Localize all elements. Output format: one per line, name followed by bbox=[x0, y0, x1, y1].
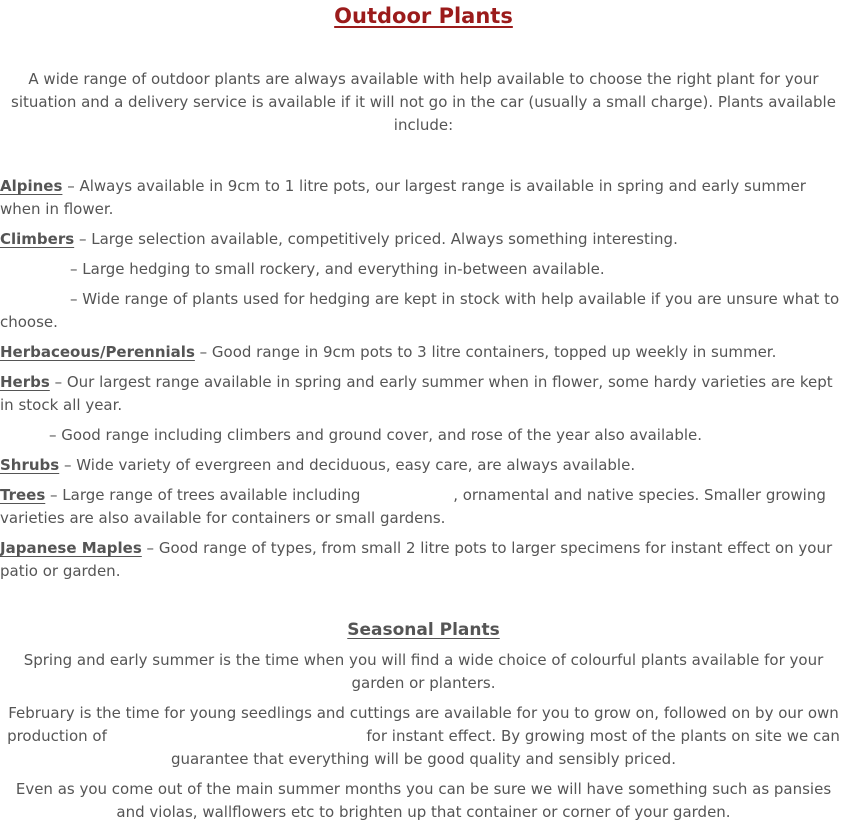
intro-paragraph: A wide range of outdoor plants are always available with help available to choose the right plant for your situation and a delivery service is available if it will not go in the car (usually a small charge). Plants available include: bbox=[11, 70, 836, 134]
shrubs-link[interactable]: Shrubs bbox=[0, 456, 60, 474]
climbers-link[interactable]: Climbers bbox=[0, 230, 75, 248]
list-item-herbaceous: Herbaceous/Perennials – Good range in 9cm pots to 3 litre containers, topped up weekly in summer. bbox=[0, 343, 777, 361]
seasonal-heading: Seasonal Plants bbox=[347, 620, 500, 640]
seasonal-paragraph-1: Spring and early summer is the time when you will find a wide choice of colourful plants available for your garden or planters. bbox=[23, 651, 824, 692]
plant-list bbox=[0, 175, 847, 583]
herbs-link[interactable]: Herbs bbox=[0, 373, 50, 391]
list-item-shrubs: Shrubs – Wide variety of evergreen and deciduous, easy care, are always available. bbox=[0, 456, 636, 474]
list-item-japanese-maples: Japanese Maples – Good range of types, from small 2 litre pots to larger specimens for instant effect on your patio or garden. bbox=[0, 539, 833, 580]
list-item-hedging: – Wide range of plants used for hedging are kept in stock with help available if you are unsure what to choose. bbox=[0, 290, 840, 331]
seasonal-paragraph-3: Even as you come out of the main summer months you can be sure we will have something such as pansies and violas, wallflowers etc to brighten up that container or corner of your garden. bbox=[15, 780, 832, 821]
alpines-link[interactable]: Alpines bbox=[0, 177, 63, 195]
japanese-maples-link[interactable]: Japanese Maples bbox=[0, 539, 142, 557]
page-title: Outdoor Plants bbox=[334, 4, 513, 28]
seasonal-paragraph-2: February is the time for young seedlings and cuttings are available for you to grow on, followed on by our own production of for instant effect. By growing most of the plants on site we can guarantee that everything will be good quality and sensibly priced. bbox=[7, 704, 840, 768]
list-item-roses: – Good range including climbers and ground cover, and rose of the year also available. bbox=[49, 426, 703, 444]
trees-link[interactable]: Trees bbox=[0, 486, 46, 504]
list-item-alpines: Alpines – Always available in 9cm to 1 litre pots, our largest range is available in spring and early summer when in flower. bbox=[0, 177, 806, 218]
list-item-trees: Trees – Large range of trees available including , ornamental and native species. Smaller growing varieties are also available for containers or small gardens. bbox=[0, 486, 826, 527]
list-item-climbers: Climbers – Large selection available, competitively priced. Always something interesting. bbox=[0, 230, 678, 248]
herbaceous-perennials-link[interactable]: Herbaceous/Perennials bbox=[0, 343, 195, 361]
list-item-hedging-range: – Large hedging to small rockery, and everything in-between available. bbox=[70, 260, 605, 278]
list-item-herbs: Herbs – Our largest range available in spring and early summer when in flower, some hardy varieties are kept in stock all year. bbox=[0, 373, 833, 414]
